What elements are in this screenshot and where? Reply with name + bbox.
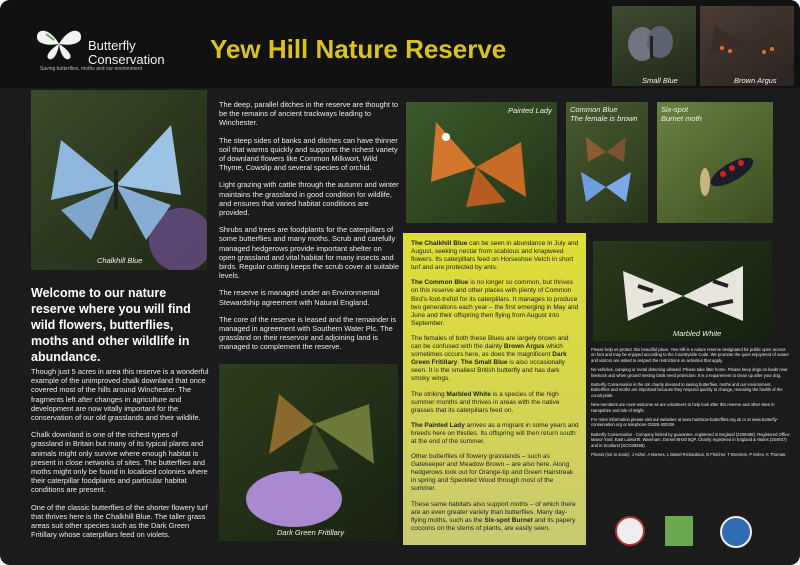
chalkhill-blue-photo (31, 90, 207, 270)
page-title: Yew Hill Nature Reserve (210, 34, 507, 64)
info-paragraph: Please help us protect this beautiful place. Yew Hill is a nature reserve designated for public open access on foot and may be enjoyed according to the Countryside Code. We promote the quiet enjoyment of nature and visitors are asked to respect the restrictions on activities that apply. (591, 347, 789, 363)
middle-paragraph: Shrubs and trees are foodplants for the caterpillars of some butterflies and many moths. Scrub and carefully managed hedgerows provide important shelter on open grassland and vital habitat for many insects and birds. Regular cutting keeps the scrub cover at suitable levels. (219, 225, 399, 281)
visitor-info-column (591, 347, 791, 462)
common-blue-caption-line2: The female is brown (570, 114, 638, 123)
marbled-white-photo (593, 241, 772, 341)
six-spot-burnet-photo (657, 102, 773, 223)
natural-england-logo-icon (665, 516, 693, 546)
left-paragraph: One of the classic butterflies of the shorter flowery turf that thrives here is the Chalkhill Blue. The taller grass areas suit other species such as the Dark Green Fritillary whose caterpillars feed on violets. (31, 502, 208, 540)
painted-lady-photo (406, 102, 557, 223)
welcome-heading: Welcome to our nature reserve where you will find wild flowers, butterflies, moths and other wildlife in abundance. (31, 286, 191, 364)
small-blue-butterfly-icon (612, 6, 696, 86)
species-paragraph: The Painted Lady arrives as a migrant in some years and breeds here on thistles. Its offspring will then return south at the end of the summer. (411, 421, 579, 445)
hampshire-logo-icon (720, 516, 752, 548)
butterfly-conservation-logo (34, 24, 234, 74)
species-info-box (403, 233, 586, 545)
common-blue-caption-line1: Common Blue (570, 105, 618, 114)
painted-lady-caption: Painted Lady (508, 106, 552, 115)
common-blue-caption (570, 105, 638, 123)
small-blue-caption: Small Blue (642, 76, 678, 85)
species-paragraph: Other butterflies of flowery grasslands – such as Gatekeeper and Meadow Brown – are also here. Along hedgerows look out for Orange-tip and Green Hairstreak in spring and Speckled Wood through most of the summer. (411, 453, 574, 493)
six-spot-caption (661, 105, 702, 123)
info-paragraph: No vehicles, camping or metal detecting allowed. Please take litter home. Please keep dogs on leads near livestock and when ground nesting birds need protection. It is a requirement to clean up after your dog. (591, 367, 788, 378)
info-paragraph: For more information please visit our websites at www.hantsiow-butterflies.org.uk or at www.butterfly-conservation.org or telephone 01929 400209 (591, 417, 779, 428)
countryside-code-icon (615, 516, 645, 546)
six-spot-caption-line1: Six-spot (661, 105, 689, 114)
species-paragraph: The striking Marbled White is a species of the high summer months and thrives in areas with the native grasses that its caterpillars feed on. (411, 390, 560, 414)
brown-argus-butterfly-icon (700, 6, 794, 86)
left-paragraph: Though just 5 acres in area this reserve is a wonderful example of the unimproved chalk downland that once covered most of the hills around Winchester. The fragments left after changes in agriculture and development are now vitally important for the conservation of our old grasslands and their wildlife. (31, 367, 209, 423)
species-paragraph: The females of both these Blues are largely brown and can be confused with the dainty Brown Argus which sometimes occurs here, as does the magnificent Dark Green Fritillary. The Small Blue is also occasionally seen. It is the smallest British butterfly and has dark smoky wings. (411, 334, 569, 383)
info-paragraph: Photos (not to scale): J Asher, A Barnes, L Bissel-Richardson, B Fletcher, T Brereton, P Eeles, K Thomas. (591, 452, 787, 458)
org-tagline: Saving butterflies, moths and our environment (40, 66, 142, 72)
middle-paragraph: Light grazing with cattle through the autumn and winter maintains the grassland in good condition for wildlife, and ensures that varied habitat conditions are provided. (219, 180, 399, 218)
chalkhill-blue-butterfly-icon (31, 90, 207, 270)
small-blue-photo (612, 6, 696, 86)
middle-paragraph: The deep, parallel ditches in the reserve are thought to be the remains of ancient trackways leading to Winchester. (219, 100, 399, 128)
marbled-white-caption: Marbled White (673, 329, 722, 338)
species-paragraph: The Chalkhill Blue can be seen in abundance in July and August, seeking nectar from scabious and knapweed flowers. Its caterpillars feed on Horseshoe Vetch in short turf and are protected by ants. (411, 240, 579, 272)
dark-green-fritillary-caption: Dark Green Fritillary (277, 528, 345, 537)
info-paragraph: New members are most welcome as are volunteers to help look after this reserve and other sites in Hampshire and Isle of Wight. (591, 402, 775, 413)
marbled-white-butterfly-icon (593, 241, 772, 341)
partner-logos (605, 512, 765, 552)
middle-paragraph: The steep sides of banks and ditches can have thinner soil that warms quickly and supports the richest variety of downland flowers like Common Milkwort, Wild Thyme, Cowslip and several species of orchid. (219, 135, 398, 173)
dark-green-fritillary-photo (219, 364, 398, 541)
species-paragraph: These same habitats also support moths – of which there are an even greater variety than butterflies. Many day-flying moths, such as the Six-spot Burnet and its papery cocoons on the stems of plants, are easily seen. (411, 500, 576, 532)
left-paragraph: Chalk downland is one of the richest types of grassland in Britain but many of its typical plants and animals might only survive where enough habitat is present in close networks of sites. The butterflies and moths might only be found in localised colonies where their caterpillar foodplants and particular habitat conditions are present. (31, 430, 208, 495)
species-paragraph: The Common Blue is no longer so common, but thrives on this reserve and other places with plenty of Common Bird's-foot-trefoil for its caterpillars. It manages to produce two generations each year – the first emerging in May and June and their offspring then flying from August into September. (411, 279, 579, 327)
middle-text-column (219, 100, 399, 360)
common-blue-photo (566, 102, 648, 223)
brown-argus-photo (700, 6, 794, 86)
brown-argus-caption: Brown Argus (734, 76, 777, 85)
middle-paragraph: The reserve is managed under an Environmental Stewardship agreement with Natural England. (219, 288, 380, 307)
painted-lady-butterfly-icon (406, 102, 557, 223)
six-spot-caption-line2: Burnet moth (661, 114, 702, 123)
dark-green-fritillary-icon (219, 364, 398, 541)
left-text-column (31, 367, 209, 547)
info-paragraph: Butterfly Conservation is the UK charity devoted to saving butterflies, moths and our environment. Butterflies and moths are important because they respond quickly to change, revealing the health of the countryside. (591, 382, 783, 398)
org-name-line2: Conservation (88, 52, 165, 67)
butterfly-logo-icon (34, 26, 84, 62)
middle-paragraph: The core of the reserve is leased and the remainder is managed in agreement with Southern Water Plc. The grassland on their reservoir and adjoining land is managed to complement the reserve. (219, 314, 397, 352)
org-name-line1: Butterfly (88, 38, 136, 53)
chalkhill-blue-caption: Chalkhill Blue (97, 256, 143, 265)
info-paragraph: Butterfly Conservation - Company limited by guarantee, registered in England (2206468). Registered Office: Manor Yard, East Lulworth, Wareham, Dorset BH20 5QP. Charity registered in England & Wales (254937) and in Scotland (SCO39268). (591, 431, 791, 448)
